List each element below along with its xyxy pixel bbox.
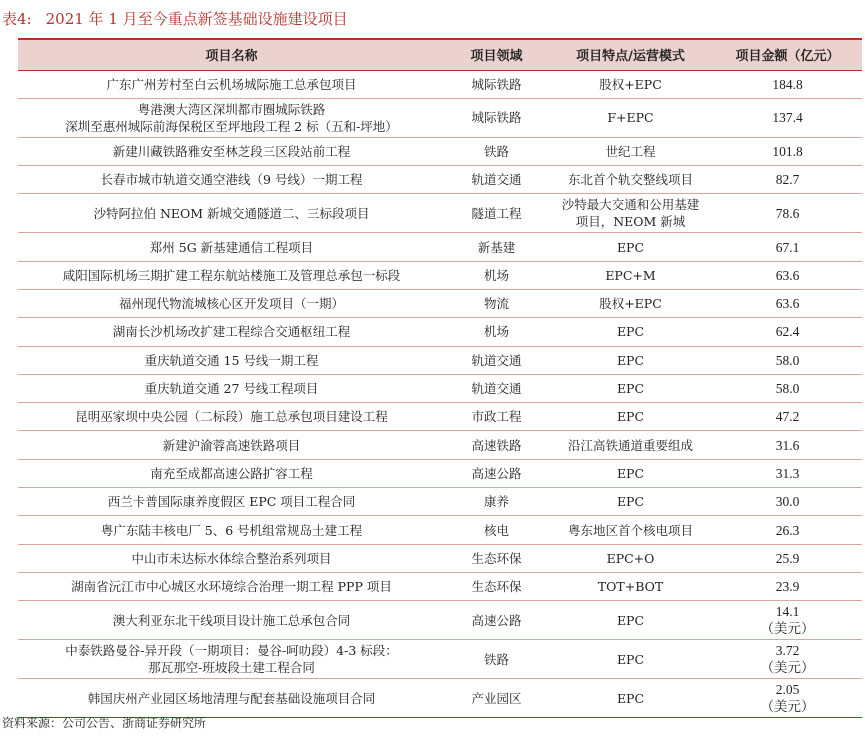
feature-line: EPC: [616, 381, 645, 397]
table-row: [18, 374, 862, 402]
table-row: [18, 98, 862, 137]
project-amount-cell: [713, 261, 862, 289]
amount-line: 101.8: [772, 143, 803, 159]
project-feature-cell: [548, 572, 713, 600]
amount-line: 2.05: [775, 682, 800, 698]
project-name-cell: [18, 679, 445, 718]
project-field-cell: 轨道交通: [445, 346, 548, 374]
table-row: [18, 516, 862, 544]
project-amount-cell: [713, 137, 862, 165]
amount-line: 47.2: [775, 409, 800, 425]
table-row: [18, 572, 862, 600]
amount-line: （美元）: [760, 699, 815, 715]
project-feature-cell: [548, 318, 713, 346]
project-field-cell: 高速公路: [445, 459, 548, 487]
project-feature-cell: [548, 403, 713, 431]
project-name-cell: [18, 346, 445, 374]
name-line: 湖南省沅江市中心城区水环境综合治理一期工程 PPP 项目: [71, 579, 392, 595]
project-name-cell: [18, 261, 445, 289]
table-row: [18, 318, 862, 346]
amount-line: 31.6: [775, 437, 800, 453]
table-row: [18, 601, 862, 640]
table-row: [18, 640, 862, 679]
project-feature-cell: [548, 679, 713, 718]
project-name-cell: [18, 70, 445, 98]
feature-line: EPC: [616, 239, 645, 255]
project-field-cell: 生态环保: [445, 544, 548, 572]
table-header-row: [18, 39, 862, 70]
amount-line: （美元）: [760, 621, 815, 637]
project-amount-cell: [713, 679, 862, 718]
table-row: [18, 488, 862, 516]
project-field-cell: 城际铁路: [445, 98, 548, 137]
amount-line: 26.3: [775, 522, 800, 538]
project-feature-cell: [548, 346, 713, 374]
amount-line: 62.4: [775, 324, 800, 340]
feature-line: 世纪工程: [605, 143, 656, 159]
project-amount-cell: [713, 601, 862, 640]
project-field-cell: 生态环保: [445, 572, 548, 600]
table-row: [18, 679, 862, 718]
table-row: [18, 261, 862, 289]
name-line: 福州现代物流城核心区开发项目（一期）: [118, 296, 344, 312]
feature-line: 沙特最大交通和公用基建: [561, 197, 700, 213]
feature-line: F+EPC: [607, 110, 654, 126]
project-amount-cell: [713, 640, 862, 679]
amount-line: 63.6: [775, 267, 800, 283]
project-amount-cell: [713, 233, 862, 261]
project-field-cell: 产业园区: [445, 679, 548, 718]
project-feature-cell: [548, 431, 713, 459]
project-field-cell: 隧道工程: [445, 194, 548, 233]
feature-line: EPC: [616, 352, 645, 368]
table-row: [18, 166, 862, 194]
project-name-cell: [18, 233, 445, 261]
project-name-cell: [18, 431, 445, 459]
table-title: 2021 年 1 月至今重点新签基础设施建设项目: [45, 10, 348, 28]
table-row: [18, 544, 862, 572]
amount-line: 25.9: [775, 550, 800, 566]
project-feature-cell: [548, 544, 713, 572]
project-name-cell: [18, 516, 445, 544]
project-field-cell: 物流: [445, 289, 548, 317]
name-line: 郑州 5G 新基建通信工程项目: [149, 239, 314, 255]
amount-line: 63.6: [775, 296, 800, 312]
feature-line: TOT+BOT: [597, 579, 664, 595]
project-feature-cell: [548, 640, 713, 679]
name-line: 重庆轨道交通 27 号线工程项目: [144, 381, 319, 397]
name-line: 中山市未达标水体综合整治系列项目: [131, 550, 332, 566]
project-amount-cell: [713, 346, 862, 374]
projects-table: [18, 38, 862, 718]
project-field-cell: 高速公路: [445, 601, 548, 640]
project-amount-cell: [713, 544, 862, 572]
project-feature-cell: [548, 194, 713, 233]
project-name-cell: [18, 166, 445, 194]
amount-line: 82.7: [775, 172, 800, 188]
column-header-field: 项目领域: [445, 39, 548, 70]
amount-line: 67.1: [775, 239, 800, 255]
project-name-cell: [18, 601, 445, 640]
project-amount-cell: [713, 70, 862, 98]
project-feature-cell: [548, 374, 713, 402]
project-field-cell: 城际铁路: [445, 70, 548, 98]
project-field-cell: 机场: [445, 261, 548, 289]
project-field-cell: 康养: [445, 488, 548, 516]
table-row: [18, 137, 862, 165]
project-field-cell: 轨道交通: [445, 166, 548, 194]
name-line: 那瓦那空-班坡段土建工程合同: [148, 660, 315, 676]
name-line: 澳大利亚东北干线项目设计施工总承包合同: [112, 612, 351, 628]
feature-line: EPC: [616, 612, 645, 628]
project-field-cell: 铁路: [445, 640, 548, 679]
feature-line: EPC: [616, 494, 645, 510]
feature-line: EPC+M: [605, 267, 656, 283]
name-line: 中泰铁路曼谷-异开段（一期项目：曼谷-呵叻段）4-3 标段：: [65, 643, 398, 659]
project-name-cell: [18, 289, 445, 317]
project-name-cell: [18, 459, 445, 487]
name-line: 南充至成都高速公路扩容工程: [150, 465, 313, 481]
project-field-cell: 核电: [445, 516, 548, 544]
project-name-cell: [18, 488, 445, 516]
project-feature-cell: [548, 233, 713, 261]
project-name-cell: [18, 544, 445, 572]
name-line: 新建沪渝蓉高速铁路项目: [162, 437, 301, 453]
project-name-cell: [18, 572, 445, 600]
project-feature-cell: [548, 289, 713, 317]
project-name-cell: [18, 98, 445, 137]
table-caption: [2, 6, 348, 32]
amount-line: 30.0: [775, 494, 800, 510]
project-feature-cell: [548, 137, 713, 165]
amount-line: 23.9: [775, 579, 800, 595]
project-field-cell: 高速铁路: [445, 431, 548, 459]
amount-line: 58.0: [775, 381, 800, 397]
column-header-project-name: 项目名称: [18, 39, 445, 70]
project-name-cell: [18, 403, 445, 431]
table-row: [18, 289, 862, 317]
name-line: 沙特阿拉伯 NEOM 新城交通隧道二、三标段项目: [93, 205, 370, 221]
project-field-cell: 机场: [445, 318, 548, 346]
table-row: [18, 431, 862, 459]
project-amount-cell: [713, 516, 862, 544]
name-line: 长春市城市轨道交通空港线（9 号线）一期工程: [100, 172, 363, 188]
project-feature-cell: [548, 98, 713, 137]
table-row: [18, 403, 862, 431]
project-name-cell: [18, 137, 445, 165]
amount-line: 14.1: [775, 604, 800, 620]
project-field-cell: 轨道交通: [445, 374, 548, 402]
project-name-cell: [18, 318, 445, 346]
table-number: 表4:: [2, 10, 32, 28]
project-amount-cell: [713, 488, 862, 516]
name-line: 咸阳国际机场三期扩建工程东航站楼施工及管理总承包一标段: [62, 267, 401, 283]
name-line: 韩国庆州产业园区场地清理与配套基础设施项目合同: [87, 690, 376, 706]
name-line: 昆明巫家坝中央公园（二标段）施工总承包项目建设工程: [75, 409, 388, 425]
amount-line: 3.72: [775, 643, 800, 659]
amount-line: 184.8: [772, 76, 803, 92]
project-amount-cell: [713, 166, 862, 194]
feature-line: 沿江高铁通道重要组成: [567, 437, 693, 453]
project-field-cell: 市政工程: [445, 403, 548, 431]
amount-line: 137.4: [772, 110, 803, 126]
project-feature-cell: [548, 601, 713, 640]
table-row: [18, 233, 862, 261]
name-line: 湖南长沙机场改扩建工程综合交通枢纽工程: [112, 324, 351, 340]
amount-line: （美元）: [760, 660, 815, 676]
source-note: 资料来源：公司公告、浙商证券研究所: [2, 716, 207, 730]
table-row: [18, 459, 862, 487]
project-amount-cell: [713, 431, 862, 459]
project-feature-cell: [548, 166, 713, 194]
table-row: [18, 194, 862, 233]
project-feature-cell: [548, 488, 713, 516]
project-amount-cell: [713, 194, 862, 233]
feature-line: 项目，NEOM 新城: [575, 214, 686, 230]
feature-line: EPC: [616, 690, 645, 706]
table-row: [18, 70, 862, 98]
feature-line: EPC+O: [606, 550, 655, 566]
feature-line: 粤东地区首个核电项目: [567, 522, 693, 538]
name-line: 新建川藏铁路雅安至林芝段三区段站前工程: [112, 143, 351, 159]
column-header-amount: 项目金额（亿元）: [713, 39, 862, 70]
feature-line: 股权+EPC: [599, 76, 662, 92]
project-amount-cell: [713, 289, 862, 317]
feature-line: EPC: [616, 409, 645, 425]
project-name-cell: [18, 374, 445, 402]
project-amount-cell: [713, 572, 862, 600]
project-amount-cell: [713, 318, 862, 346]
feature-line: 东北首个轨交整线项目: [567, 172, 693, 188]
feature-line: EPC: [616, 465, 645, 481]
project-amount-cell: [713, 374, 862, 402]
project-feature-cell: [548, 459, 713, 487]
table-body: [18, 70, 862, 718]
amount-line: 78.6: [775, 205, 800, 221]
name-line: 西兰卡普国际康养度假区 EPC 项目工程合同: [107, 494, 356, 510]
project-feature-cell: [548, 261, 713, 289]
project-amount-cell: [713, 459, 862, 487]
feature-line: 股权+EPC: [599, 296, 662, 312]
project-feature-cell: [548, 70, 713, 98]
name-line: 粤港澳大湾区深圳都市圈城际铁路: [137, 101, 326, 117]
feature-line: EPC: [616, 651, 645, 667]
name-line: 广东广州芳村至白云机场城际施工总承包项目: [106, 76, 357, 92]
column-header-feature: 项目特点/运营模式: [548, 39, 713, 70]
project-name-cell: [18, 640, 445, 679]
name-line: 深圳至惠州城际前海保税区至坪地段工程 2 标（五和-坪地）: [65, 118, 398, 134]
project-feature-cell: [548, 516, 713, 544]
project-name-cell: [18, 194, 445, 233]
project-amount-cell: [713, 403, 862, 431]
name-line: 重庆轨道交通 15 号线一期工程: [144, 352, 319, 368]
project-amount-cell: [713, 98, 862, 137]
amount-line: 31.3: [775, 465, 800, 481]
name-line: 粤广东陆丰核电厂 5、6 号机组常规岛土建工程: [100, 522, 363, 538]
table-row: [18, 346, 862, 374]
feature-line: EPC: [616, 324, 645, 340]
project-field-cell: 新基建: [445, 233, 548, 261]
amount-line: 58.0: [775, 352, 800, 368]
project-field-cell: 铁路: [445, 137, 548, 165]
